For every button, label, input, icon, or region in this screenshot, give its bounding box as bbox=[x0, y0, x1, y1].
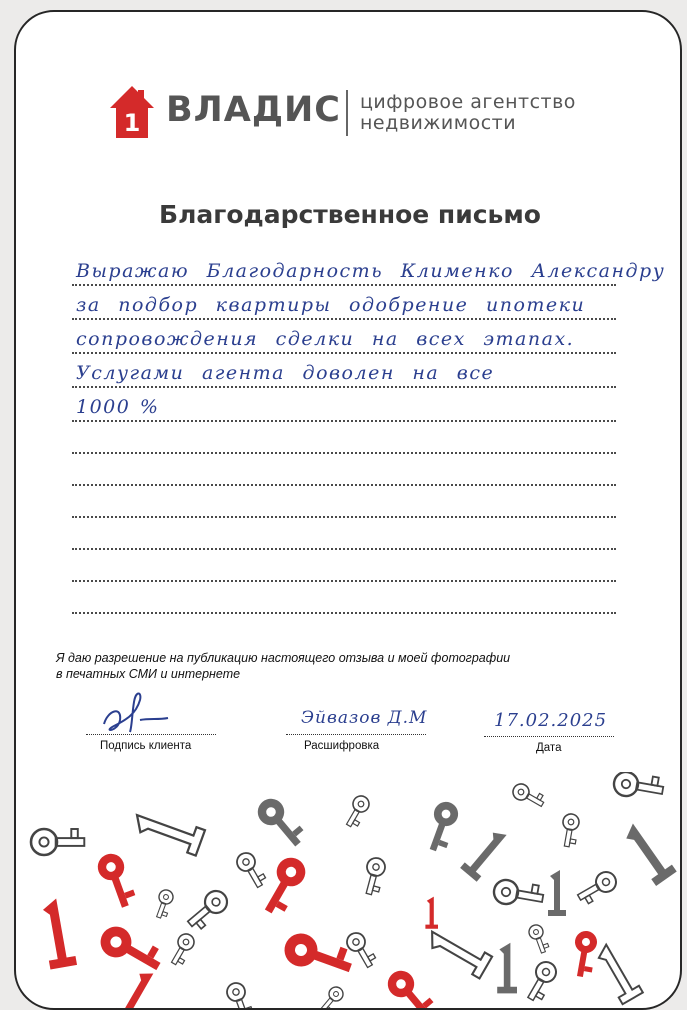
decryption-value: Эйвазов Д.М bbox=[301, 708, 428, 728]
consent-line-1: Я даю разрешение на публикацию настоящего отзыва и моей фотографии bbox=[56, 651, 511, 665]
house-logo-icon bbox=[108, 84, 156, 140]
handwritten-line-3: сопровождения сделки на всех этапах. bbox=[76, 328, 575, 350]
logo-divider bbox=[346, 90, 348, 136]
dotted-line bbox=[72, 452, 616, 454]
dotted-line bbox=[72, 580, 616, 582]
date-label: Дата bbox=[536, 742, 562, 754]
dotted-line bbox=[72, 420, 616, 422]
dotted-line bbox=[72, 548, 616, 550]
signature-label: Подпись клиента bbox=[100, 740, 192, 752]
dotted-line bbox=[72, 612, 616, 614]
page-title: Благодарственное письмо bbox=[159, 200, 541, 229]
handwritten-line-2: за подбор квартиры одобрение ипотеки bbox=[76, 294, 586, 316]
consent-text bbox=[56, 650, 656, 682]
handwritten-line-4: Услугами агента доволен на все bbox=[76, 362, 495, 384]
signature-line bbox=[86, 734, 216, 735]
dotted-line bbox=[72, 516, 616, 518]
handwritten-line-5: 1000 % bbox=[76, 396, 160, 418]
letter-sheet bbox=[14, 10, 682, 1010]
consent-line-2: в печатных СМИ и интернете bbox=[56, 667, 241, 681]
handwritten-line-1: Выражаю Благодарность Клименко Александру bbox=[76, 260, 666, 282]
dotted-line bbox=[72, 352, 616, 354]
brand-tagline-1: цифровое агентство bbox=[360, 91, 576, 113]
decryption-label: Расшифровка bbox=[304, 740, 380, 752]
brand-name: ВЛАДИС bbox=[166, 90, 341, 130]
date-value: 17.02.2025 bbox=[494, 710, 608, 731]
decryption-line bbox=[286, 734, 426, 735]
dotted-line bbox=[72, 284, 616, 286]
brand-tagline-2: недвижимости bbox=[360, 112, 517, 134]
date-line bbox=[484, 736, 614, 737]
dotted-line bbox=[72, 318, 616, 320]
dotted-line bbox=[72, 386, 616, 388]
client-signature-icon bbox=[96, 680, 176, 740]
dotted-line bbox=[72, 484, 616, 486]
decorative-keys-pattern bbox=[16, 772, 682, 1010]
brand-logo bbox=[108, 84, 608, 144]
svg-text:1: 1 bbox=[123, 109, 141, 137]
